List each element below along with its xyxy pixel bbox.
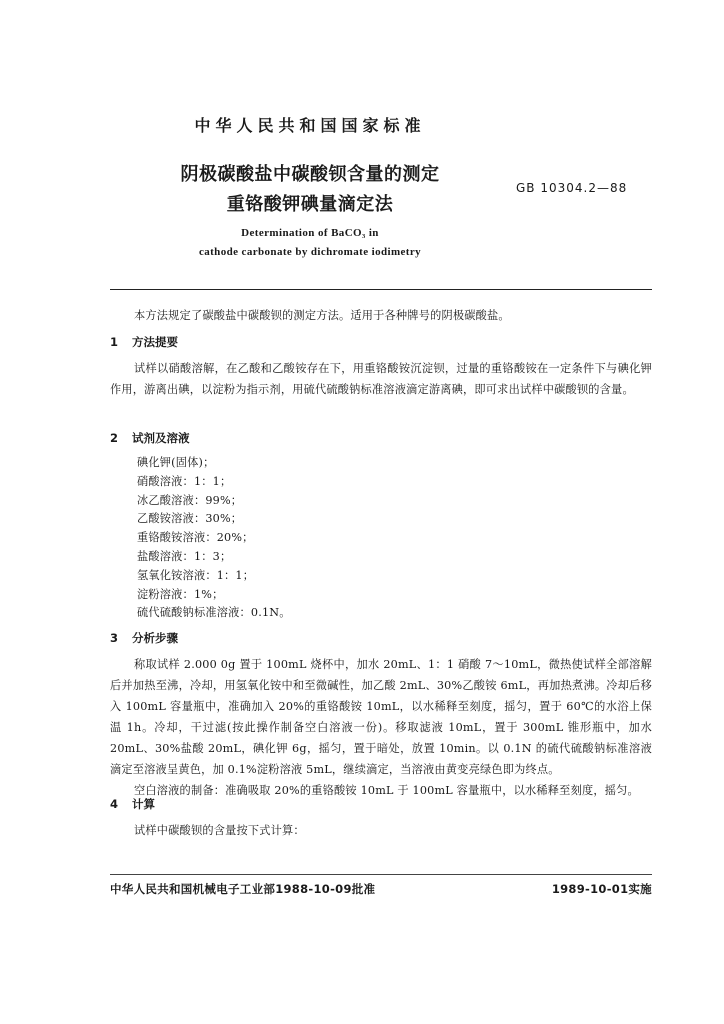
section-2-heading xyxy=(110,430,190,446)
english-title-line2: cathode carbonate by dichromate iodimetry xyxy=(198,246,422,258)
reagent-list xyxy=(137,454,291,623)
national-standard-heading: 中华人民共和国国家标准 xyxy=(194,116,426,135)
section-1-body xyxy=(110,358,652,400)
blank-solution-paragraph: 空白溶液的制备：准确吸取 20%的重铬酸铵 10mL 于 100mL 容量瓶中，以水稀释至刻度，摇匀。 xyxy=(134,784,639,797)
english-title-line1: Determination of BaCO₃ in xyxy=(241,227,379,239)
header-divider xyxy=(110,289,652,290)
procedure-paragraph: 称取试样 2.000 0g 置于 100mL 烧杯中，加水 20mL、1：1 硝酸 7～10mL，微热使试样全部溶解后并加热至沸，冷却，用氢氧化铵中和至微碱性，加乙酸 2mL、30%乙酸铵 6mL，再加热煮沸。冷却后移入 100mL 容量瓶中，准确加入 20%的重铬酸铵 10mL，以水稀释至刻度，摇匀，置于 60℃的水浴上保温 1h。冷却，干过滤(按此操作制备空白溶液一份)。移取滤液 10mL，置于 300mL 锥形瓶中，加水 20mL、30%盐酸 20mL，碘化钾 6g，摇匀，置于暗处，放置 10min。以 0.1N 的硫代硫酸钠标准溶液滴定至溶液呈黄色，加 0.1%淀粉溶液 5mL，继续滴定，当溶液由黄变亮绿色即为终点。 xyxy=(110,658,652,776)
section-4-body xyxy=(110,820,652,841)
section-number: 3 xyxy=(110,631,119,645)
section-4-heading xyxy=(110,796,155,812)
implementation-date: 1989-10-01实施 xyxy=(551,882,652,896)
footer-divider xyxy=(110,874,652,875)
section-4-text: 试样中碳酸钡的含量按下式计算： xyxy=(134,824,305,837)
document-title-line1: 阴极碳酸盐中碳酸钡含量的测定 xyxy=(180,164,440,185)
list-item: 硝酸溶液：1：1； xyxy=(137,474,232,488)
list-item: 乙酸铵溶液：30%； xyxy=(137,512,243,526)
section-1-heading xyxy=(110,334,178,350)
list-item: 冰乙酸溶液：99%； xyxy=(137,493,243,507)
list-item: 氢氧化铵溶液：1：1； xyxy=(137,568,255,582)
list-item: 淀粉溶液：1%； xyxy=(137,587,224,601)
intro-text: 本方法规定了碳酸盐中碳酸钡的测定方法。适用于各种牌号的阴极碳酸盐。 xyxy=(134,309,510,322)
intro-paragraph xyxy=(110,305,652,326)
standard-number: GB 10304.2—88 xyxy=(516,181,628,195)
list-item: 碘化钾(固体)； xyxy=(137,456,215,469)
document-title-line2: 重铬酸钾碘量滴定法 xyxy=(226,194,394,215)
list-item: 硫代硫酸钠标准溶液：0.1N。 xyxy=(137,606,291,620)
section-1-text: 试样以硝酸溶解，在乙酸和乙酸铵存在下，用重铬酸铵沉淀钡，过量的重铬酸铵在一定条件下与碘化钾作用，游离出碘，以淀粉为指示剂，用硫代硫酸钠标准溶液滴定游离碘，即可求出试样中碳酸钡的含量。 xyxy=(110,362,652,396)
section-title: 方法提要 xyxy=(132,335,178,349)
section-3-body xyxy=(110,654,652,801)
section-title: 试剂及溶液 xyxy=(132,431,190,445)
section-3-heading xyxy=(110,630,178,646)
list-item: 盐酸溶液：1：3； xyxy=(137,549,232,563)
section-title: 分析步骤 xyxy=(132,631,178,645)
section-title: 计算 xyxy=(132,797,155,811)
approval-statement: 中华人民共和国机械电子工业部1988-10-09批准 xyxy=(110,882,376,896)
section-number: 1 xyxy=(110,335,119,349)
section-number: 2 xyxy=(110,431,119,445)
section-number: 4 xyxy=(110,797,119,811)
list-item: 重铬酸铵溶液：20%； xyxy=(137,531,254,545)
